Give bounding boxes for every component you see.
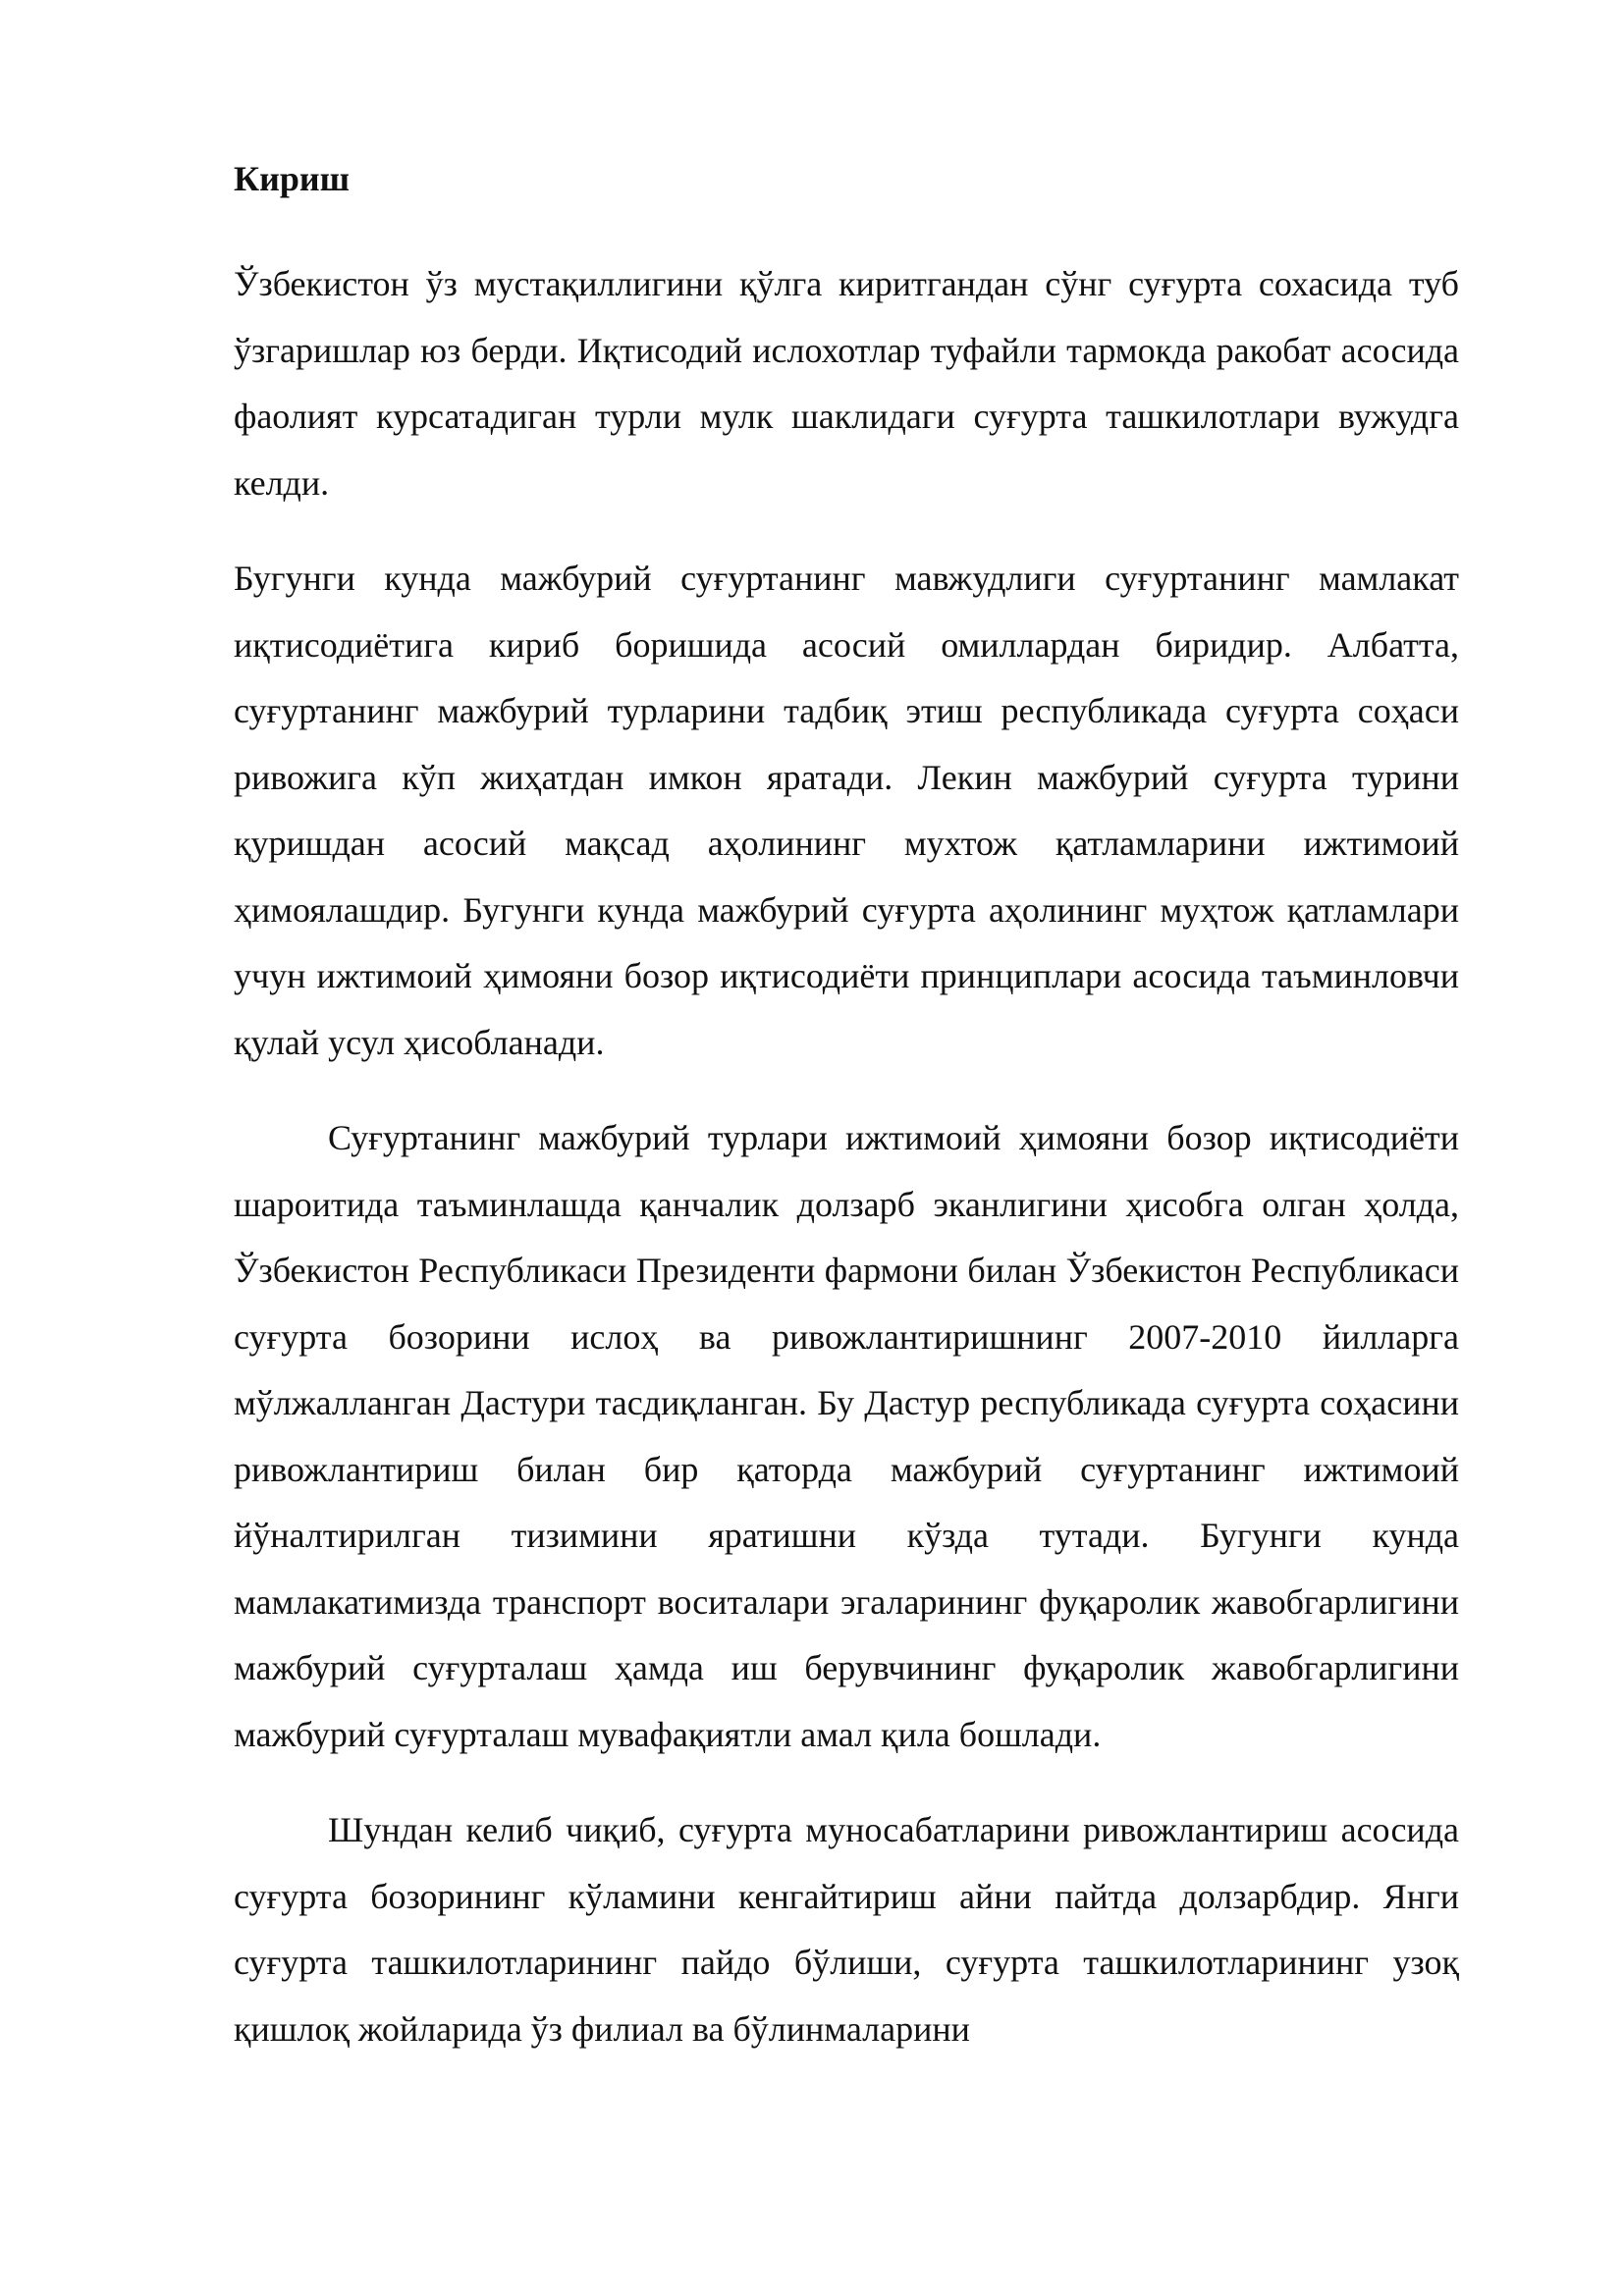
paragraph-4: Шундан келиб чиқиб, суғурта муносабатларини ривожлантириш асосида суғурта бозорининг кўламини кенгайтириш айни пайтда долзарбдир. Янги суғурта ташкилотларининг пайдо бўлиши, суғурта ташкилотларининг узоқ қишлоқ жойларида ўз филиал ва бўлинмаларини [234, 1810, 1459, 2049]
paragraph-1: Ўзбекистон ўз мустақиллигини қўлга киритгандан сўнг суғурта сохасида туб ўзгаришлар юз берди. Иқтисодий ислохотлар туфайли тармокда ракобат асосида фаолият курсатадиган турли мулк шаклидаги суғурта ташкилотлари вужудга келди. [234, 264, 1459, 503]
document-body [234, 153, 1459, 2092]
paragraph-3: Суғуртанинг мажбурий турлари ижтимоий ҳимояни бозор иқтисодиёти шароитида таъминлашда қанчалик долзарб эканлигини ҳисобга олган ҳолда, Ўзбекистон Республикаси Президенти фармони билан Ўзбекистон Республикаси суғурта бозорини ислоҳ ва ривожлантиришнинг 2007-2010 йилларга мўлжалланган Дастури тасдиқланган. Бу Дастур республикада суғурта соҳасини ривожлантириш билан бир қаторда мажбурий суғуртанинг ижтимоий йўналтирилган тизимини яратишни кўзда тутади. Бугунги кунда мамлакатимизда транспорт воситалари эгаларининг фуқаролик жавобгарлигини мажбурий суғурталаш ҳамда иш берувчининг фуқаролик жавобгарлигини мажбурий суғурталаш мувафақиятли амал қила бошлади. [234, 1118, 1459, 1754]
section-heading: Кириш [234, 159, 351, 198]
paragraph-2: Бугунги кунда мажбурий суғуртанинг мавжудлиги суғуртанинг мамлакат иқтисодиётига кириб боришида асосий омиллардан биридир. Албатта, суғуртанинг мажбурий турларини тадбиқ этиш республикада суғурта соҳаси ривожига кўп жиҳатдан имкон яратади. Лекин мажбурий суғурта турини қуришдан асосий мақсад аҳолининг мухтож қатламларини ижтимоий ҳимоялашдир. Бугунги кунда мажбурий суғурта аҳолининг муҳтож қатламлари учун ижтимоий ҳимояни бозор иқтисодиёти принциплари асосида таъминловчи қулай усул ҳисобланади. [234, 559, 1459, 1062]
